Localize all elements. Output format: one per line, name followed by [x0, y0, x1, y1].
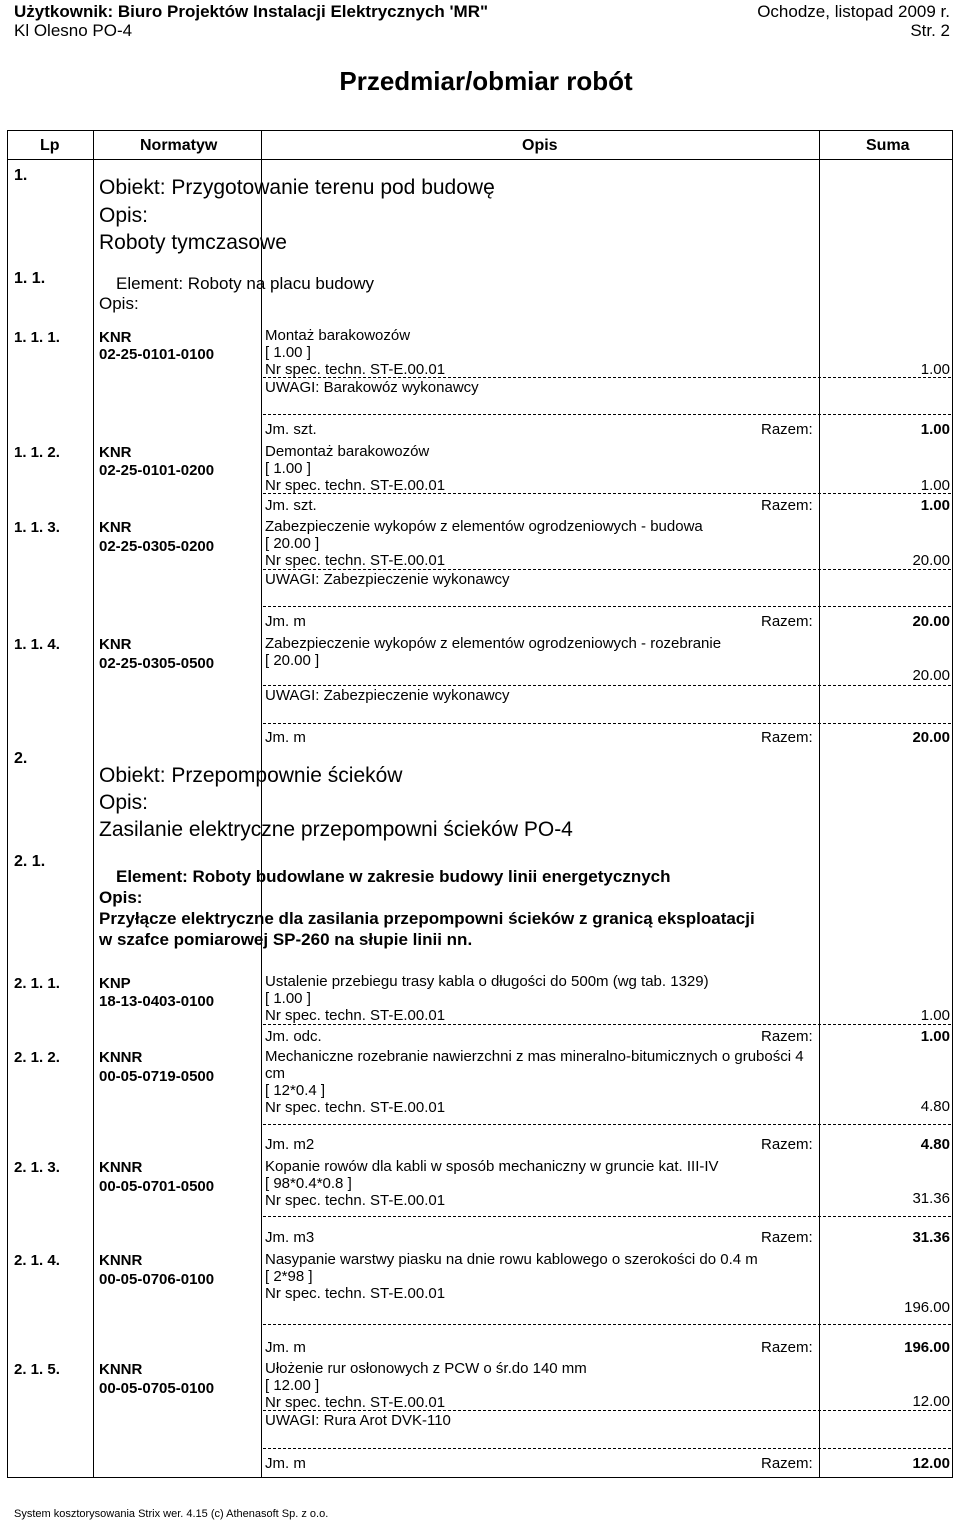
item-code: 18-13-0403-0100	[99, 993, 215, 1010]
item-unit: Jm. szt.	[265, 497, 317, 514]
item-value: 20.00	[912, 552, 950, 569]
item-code: 02-25-0305-0200	[99, 538, 215, 555]
header-divider	[7, 159, 953, 160]
item-razem: Razem:	[761, 421, 813, 438]
item-value: 4.80	[920, 1098, 950, 1115]
obj2-name: Obiekt: Przepompownie ścieków	[99, 764, 403, 787]
item-desc: Ułożenie rur osłonowych z PCW o śr.do 140 mm	[265, 1360, 587, 1377]
item-total: 31.36	[912, 1229, 950, 1246]
item-spec: Nr spec. techn. ST-E.00.01	[265, 1394, 446, 1411]
dashed-separator	[263, 723, 951, 724]
item-spec: Nr spec. techn. ST-E.00.01	[265, 1192, 446, 1209]
item-razem: Razem:	[761, 497, 813, 514]
item-value: 1.00	[920, 1007, 950, 1024]
item-total: 1.00	[920, 497, 950, 514]
item-desc-cont: cm	[265, 1065, 285, 1082]
item-unit: Jm. szt.	[265, 421, 317, 438]
item-code: 02-25-0305-0500	[99, 655, 215, 672]
dashed-separator	[263, 1324, 951, 1325]
obj2-opis-label: Opis:	[99, 791, 149, 814]
item-code: 00-05-0719-0500	[99, 1068, 215, 1085]
header-doc: Kl Olesno PO-4	[14, 21, 133, 40]
item-cat: KNNR	[99, 1159, 143, 1176]
dashed-separator	[263, 685, 951, 686]
item-desc: Montaż barakowozów	[265, 327, 411, 344]
item-code: 02-25-0101-0200	[99, 462, 215, 479]
item-code: 00-05-0701-0500	[99, 1178, 215, 1195]
item-unit: Jm. m	[265, 1455, 306, 1472]
dashed-separator	[263, 1448, 951, 1449]
el11-name: Element: Roboty na placu budowy	[116, 274, 374, 293]
dashed-separator	[263, 414, 951, 415]
item-calc: [ 1.00 ]	[265, 460, 311, 477]
item-cat: KNR	[99, 519, 132, 536]
item-cat: KNR	[99, 444, 132, 461]
item-desc: Mechaniczne rozebranie nawierzchni z mas mineralno-bitumicznych o grubości 4	[265, 1048, 804, 1065]
el11-lp: 1. 1.	[14, 270, 46, 287]
item-razem: Razem:	[761, 1339, 813, 1356]
obj1-opis: Roboty tymczasowe	[99, 231, 287, 254]
item-total: 1.00	[920, 1028, 950, 1045]
item-value: 31.36	[912, 1190, 950, 1207]
dashed-separator	[263, 1410, 951, 1411]
page-title: Przedmiar/obmiar robót	[339, 66, 633, 96]
el11-opis-label: Opis:	[99, 294, 139, 313]
item-cat: KNNR	[99, 1049, 143, 1066]
item-value: 1.00	[920, 477, 950, 494]
item-unit: Jm. m3	[265, 1229, 315, 1246]
col-divider	[819, 131, 820, 1477]
item-lp: 2. 1. 4.	[14, 1252, 60, 1269]
col-suma: Suma	[866, 137, 910, 154]
item-spec: Nr spec. techn. ST-E.00.01	[265, 1099, 446, 1116]
col-opis: Opis	[522, 137, 558, 154]
el21-opis-line1: Przyłącze elektryczne dla zasilania przepompowni ścieków z granicą eksploatacji	[99, 909, 755, 928]
item-desc: Kopanie rowów dla kabli w sposób mechaniczny w gruncie kat. III-IV	[265, 1158, 719, 1175]
item-razem: Razem:	[761, 1136, 813, 1153]
col-normatyw: Normatyw	[140, 137, 218, 154]
el21-opis-label: Opis:	[99, 888, 143, 907]
item-spec: Nr spec. techn. ST-E.00.01	[265, 361, 446, 378]
item-total: 1.00	[920, 421, 950, 438]
item-code: 00-05-0706-0100	[99, 1271, 215, 1288]
el21-name: Element: Roboty budowlane w zakresie budowy linii energetycznych	[116, 867, 671, 886]
dashed-separator	[263, 1216, 951, 1217]
header-place-date: Ochodze, listopad 2009 r.	[757, 2, 950, 21]
item-calc: [ 1.00 ]	[265, 344, 311, 361]
dashed-separator	[263, 377, 951, 378]
item-cat: KNNR	[99, 1252, 143, 1269]
dashed-separator	[263, 1024, 951, 1025]
item-note: UWAGI: Barakowóz wykonawcy	[265, 379, 479, 396]
item-desc: Zabezpieczenie wykopów z elementów ogrodzeniowych - rozebranie	[265, 635, 722, 652]
item-calc: [ 20.00 ]	[265, 652, 320, 669]
obj2-lp: 2.	[14, 750, 28, 767]
obj1-opis-label: Opis:	[99, 204, 149, 227]
item-spec: Nr spec. techn. ST-E.00.01	[265, 477, 446, 494]
item-value: 1.00	[920, 361, 950, 378]
item-lp: 2. 1. 5.	[14, 1361, 60, 1378]
item-desc: Zabezpieczenie wykopów z elementów ogrodzeniowych - budowa	[265, 518, 703, 535]
item-lp: 2. 1. 2.	[14, 1049, 60, 1066]
item-spec: Nr spec. techn. ST-E.00.01	[265, 1285, 446, 1302]
item-razem: Razem:	[761, 1028, 813, 1045]
item-razem: Razem:	[761, 1455, 813, 1472]
item-spec: Nr spec. techn. ST-E.00.01	[265, 552, 446, 569]
obj1-name: Obiekt: Przygotowanie terenu pod budowę	[99, 176, 495, 199]
item-value: 20.00	[912, 667, 950, 684]
col-divider	[261, 131, 262, 1477]
item-total: 196.00	[904, 1339, 950, 1356]
item-razem: Razem:	[761, 1229, 813, 1246]
item-total: 4.80	[920, 1136, 950, 1153]
item-cat: KNR	[99, 636, 132, 653]
item-desc: Ustalenie przebiegu trasy kabla o długości do 500m (wg tab. 1329)	[265, 973, 709, 990]
item-lp: 1. 1. 4.	[14, 636, 60, 653]
item-desc: Demontaż barakowozów	[265, 443, 430, 460]
item-calc: [ 12.00 ]	[265, 1377, 320, 1394]
item-desc: Nasypanie warstwy piasku na dnie rowu kablowego o szerokości do 0.4 m	[265, 1251, 758, 1268]
item-value: 12.00	[912, 1393, 950, 1410]
item-code: 00-05-0705-0100	[99, 1380, 215, 1397]
item-cat: KNNR	[99, 1361, 143, 1378]
obj1-lp: 1.	[14, 167, 28, 184]
el21-opis-line2: w szafce pomiarowej SP-260 na słupie linii nn.	[99, 930, 473, 949]
item-calc: [ 1.00 ]	[265, 990, 311, 1007]
item-unit: Jm. m	[265, 1339, 306, 1356]
footer-text: System kosztorysowania Strix wer. 4.15 (c) Athenasoft Sp. z o.o.	[14, 1508, 329, 1520]
item-lp: 2. 1. 1.	[14, 975, 60, 992]
item-lp: 1. 1. 1.	[14, 329, 60, 346]
item-lp: 2. 1. 3.	[14, 1159, 60, 1176]
item-calc: [ 12*0.4 ]	[265, 1082, 326, 1099]
item-unit: Jm. odc.	[265, 1028, 322, 1045]
dashed-separator	[263, 606, 951, 607]
item-razem: Razem:	[761, 613, 813, 630]
item-note: UWAGI: Rura Arot DVK-110	[265, 1412, 451, 1429]
item-total: 12.00	[912, 1455, 950, 1472]
item-cat: KNR	[99, 329, 132, 346]
item-unit: Jm. m2	[265, 1136, 315, 1153]
item-spec: Nr spec. techn. ST-E.00.01	[265, 1007, 446, 1024]
item-razem: Razem:	[761, 729, 813, 746]
item-lp: 1. 1. 3.	[14, 519, 60, 536]
item-cat: KNP	[99, 975, 131, 992]
col-lp: Lp	[40, 137, 60, 154]
el21-lp: 2. 1.	[14, 853, 46, 870]
item-calc: [ 2*98 ]	[265, 1268, 313, 1285]
dashed-separator	[263, 493, 951, 494]
item-lp: 1. 1. 2.	[14, 444, 60, 461]
item-total: 20.00	[912, 613, 950, 630]
obj2-opis: Zasilanie elektryczne przepompowni ścieków PO-4	[99, 818, 573, 841]
item-code: 02-25-0101-0100	[99, 346, 215, 363]
item-value: 196.00	[904, 1299, 950, 1316]
item-total: 20.00	[912, 729, 950, 746]
item-calc: [ 98*0.4*0.8 ]	[265, 1175, 352, 1192]
item-calc: [ 20.00 ]	[265, 535, 320, 552]
item-unit: Jm. m	[265, 729, 306, 746]
item-unit: Jm. m	[265, 613, 306, 630]
item-note: UWAGI: Zabezpieczenie wykonawcy	[265, 571, 510, 588]
col-divider	[93, 131, 94, 1477]
dashed-separator	[263, 569, 951, 570]
dashed-separator	[263, 1124, 951, 1125]
header-page: Str. 2	[910, 21, 950, 40]
header-user: Użytkownik: Biuro Projektów Instalacji Elektrycznych 'MR"	[14, 2, 489, 21]
item-note: UWAGI: Zabezpieczenie wykonawcy	[265, 687, 510, 704]
